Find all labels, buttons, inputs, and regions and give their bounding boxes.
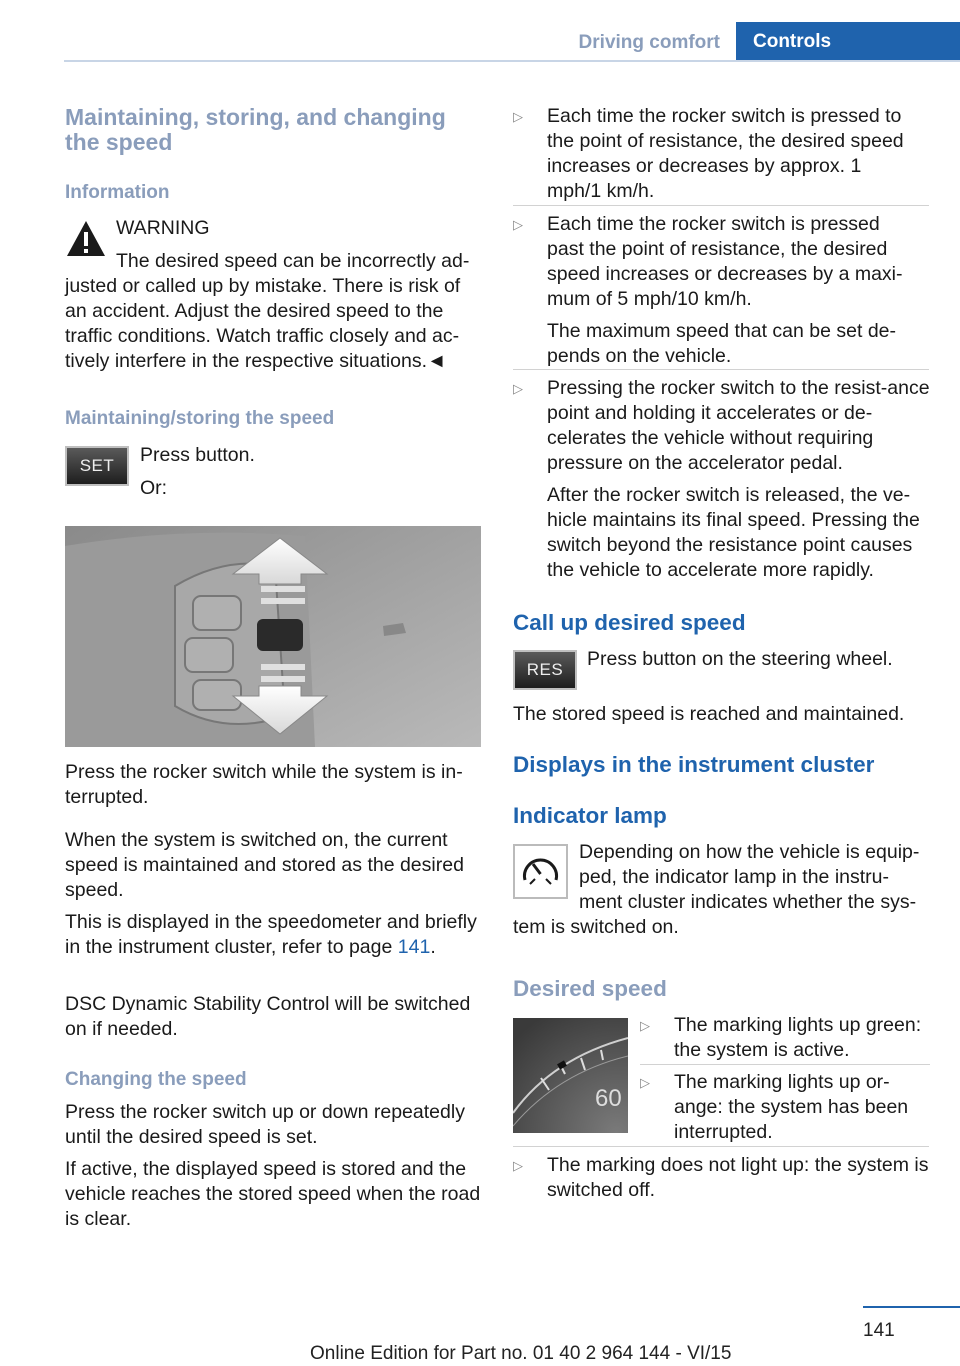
divider <box>513 369 929 370</box>
list-item: ▷ Each time the rocker switch is pressed past the point of resistance, the desired speed increases or decreases by a maxi‐mum of 5 mph/10 km/h. The maximum speed that can be set de‐pends on the vehicle. <box>513 212 929 369</box>
indicator-text-1: Depending on how the vehicle is equip‐ <box>579 841 920 863</box>
warning-icon <box>65 218 107 260</box>
speedometer-marking-image <box>513 1018 628 1133</box>
release-note: After the rocker switch is released, the ve‐hicle maintains its final speed. Pressing the switch beyond the resistance point causes the vehicle to accelerate more rapidly. <box>547 484 920 581</box>
stored-text: The stored speed is reached and maintained. <box>513 703 905 725</box>
desired-speed-heading: Desired speed <box>513 976 667 1001</box>
cruise-control-indicator-icon <box>513 844 568 899</box>
maintain-heading: Maintaining/storing the speed <box>65 408 335 429</box>
displays-heading: Displays in the instrument cluster <box>513 752 875 777</box>
indicator-text-4: tem is switched on. <box>513 916 679 938</box>
divider <box>513 205 929 206</box>
bullet-triangle-icon: ▷ <box>513 109 523 124</box>
press-button-text: Press button. <box>140 444 255 466</box>
section-title: Driving comfort <box>578 32 720 53</box>
speedo-value: 60 <box>595 1085 622 1112</box>
bullet-triangle-icon: ▷ <box>640 1075 650 1090</box>
bullet-triangle-icon: ▷ <box>513 217 523 232</box>
indicator-text-2: ped, the indicator lamp in the instru‐ <box>579 866 890 888</box>
warning-label: WARNING <box>116 217 210 239</box>
page-reference-link[interactable]: 141 <box>397 936 431 958</box>
active-text: If active, the displayed speed is stored and the vehicle reaches the stored speed when the road is clear. <box>65 1158 481 1230</box>
bullet-triangle-icon: ▷ <box>513 1158 523 1173</box>
res-button-icon: RES <box>513 650 577 690</box>
divider <box>513 1146 929 1147</box>
max-speed-note: The maximum speed that can be set de‐pends on the vehicle. <box>547 320 897 367</box>
footer-rule <box>863 1306 960 1308</box>
set-button-icon: SET <box>65 446 129 486</box>
rocker-text: Press the rocker switch while the system is in‐terrupted. <box>65 761 463 808</box>
changing-heading: Changing the speed <box>65 1069 247 1090</box>
warning-line-1: The desired speed can be incorrectly ad‐ <box>116 250 470 272</box>
call-up-heading: Call up desired speed <box>513 610 746 635</box>
list-item: ▷ The marking lights up green: the system is active. <box>640 1014 922 1061</box>
edition-text: Online Edition for Part no. 01 40 2 964 144 - VI/15 <box>310 1343 732 1364</box>
changing-text: Press the rocker switch up or down repeatedly until the desired speed is set. <box>65 1101 465 1148</box>
section-heading: Maintaining, storing, and changing the speed <box>65 104 446 155</box>
dsc-text: DSC Dynamic Stability Control will be switched on if needed. <box>65 993 471 1040</box>
res-text: Press button on the steering wheel. <box>587 648 893 670</box>
bullet-triangle-icon: ▷ <box>640 1018 650 1033</box>
chapter-tab: Controls <box>736 22 960 62</box>
divider <box>640 1064 930 1065</box>
list-item: ▷ The marking lights up or‐ange: the system has been interrupted. <box>640 1071 909 1143</box>
list-item: ▷ Pressing the rocker switch to the resist‐ance point and holding it accelerates or de‐celerates the vehicle without requiring pressure on the accelerator pedal. After the rocker switch is released, the ve‐hicle maintains its final speed. Pressing the switch beyond the resistance point causes the vehicle to accelerate more rapidly. <box>513 377 930 581</box>
information-heading: Information <box>65 182 170 203</box>
indicator-text-3: ment cluster indicates whether the sys‐ <box>579 891 917 913</box>
or-text: Or: <box>140 477 168 499</box>
bullet-triangle-icon: ▷ <box>513 381 523 396</box>
steering-wheel-rocker-illustration <box>65 526 481 747</box>
switched-on-text: When the system is switched on, the current speed is maintained and stored as the desired speed. <box>65 829 464 901</box>
list-item: ▷ Each time the rocker switch is pressed to the point of resistance, the desired speed increases or decreases by approx. 1 mph/1 km/h. <box>513 105 904 202</box>
page-number: 141 <box>863 1320 895 1341</box>
indicator-heading: Indicator lamp <box>513 803 667 828</box>
header-rule <box>64 60 960 62</box>
warning-text: justed or called up by mistake. There is risk of an accident. Adjust the desired speed to the traffic conditions. Watch traffic closely and ac‐tively interfere in the respective situations.◄ <box>65 275 461 372</box>
list-item: ▷ The marking does not light up: the system is switched off. <box>513 1154 929 1201</box>
displayed-text: This is displayed in the speedometer and briefly in the instrument cluster, refer to page 141. <box>65 911 477 958</box>
